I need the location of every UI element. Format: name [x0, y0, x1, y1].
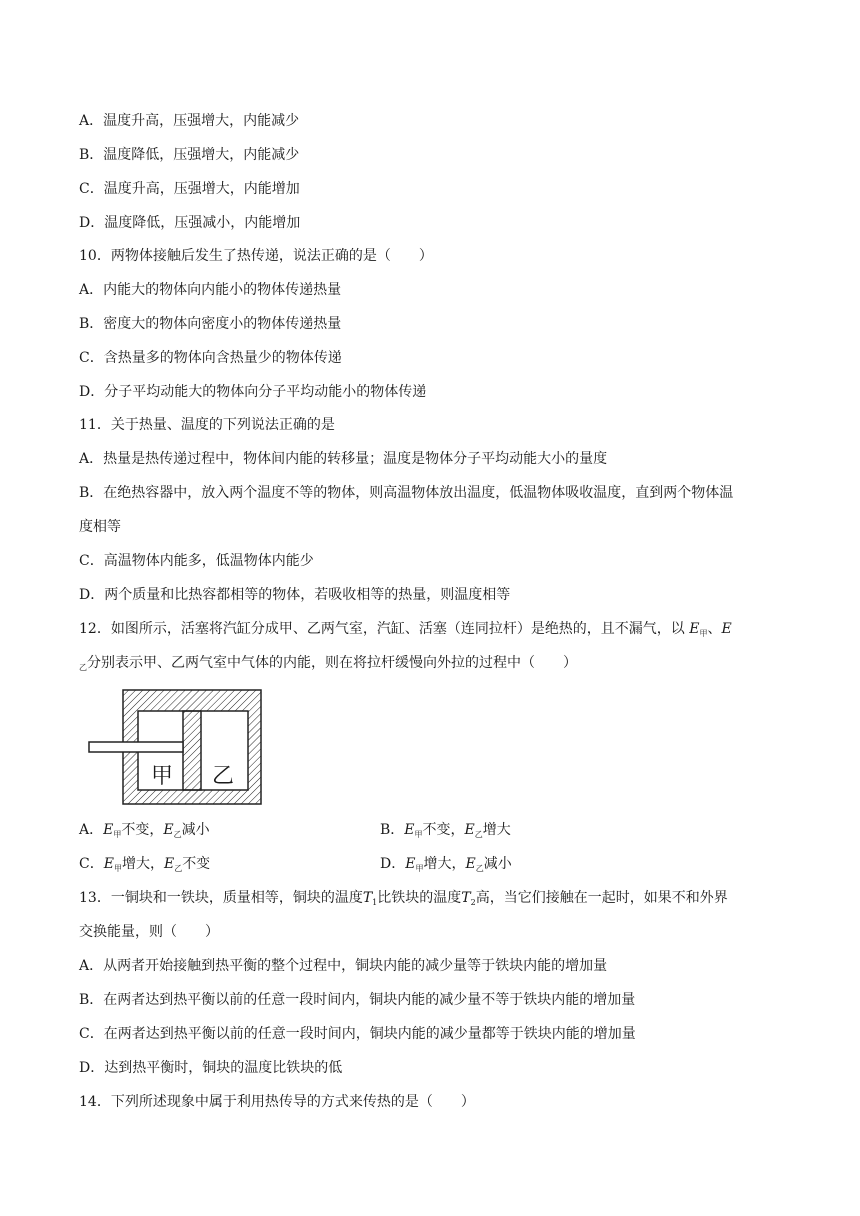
q11-option-b-line2: 度相等 [79, 519, 121, 535]
cylinder-piston-figure [88, 688, 268, 806]
piston [183, 711, 201, 790]
q11-option-a: A．热量是热传递过程中，物体间内能的转移量；温度是物体分子平均动能大小的量度 [79, 451, 608, 467]
q11-option-d: D．两个质量和比热容都相等的物体，若吸收相等的热量，则温度相等 [79, 587, 511, 603]
subscript-yi: 乙 [79, 663, 87, 672]
q12-stem-line1 [79, 619, 732, 644]
q9-option-c: C．温度升高，压强增大，内能增加 [79, 181, 300, 197]
q13-stem-line2: 交换能量，则（ ） [79, 924, 219, 940]
energy-symbol: E [721, 621, 732, 637]
label-yi: 乙 [212, 763, 235, 788]
pull-rod [89, 742, 183, 752]
q9-option-a: A．温度升高，压强增大，内能减少 [79, 113, 300, 129]
q13-option-d: D．达到热平衡时，铜块的温度比铁块的低 [79, 1060, 343, 1076]
separator: 、 [707, 621, 722, 637]
q12-stem-line2 [79, 653, 577, 678]
q12-option-a: A．$E_甲$不变，$E_乙$减小 [79, 822, 210, 839]
q10-option-c: C．含热量多的物体向含热量少的物体传递 [79, 350, 342, 366]
q11-option-c: C．高温物体内能多，低温物体内能少 [79, 553, 314, 569]
q11-stem: 11．关于热量、温度的下列说法正确的是 [79, 417, 335, 433]
label-jia: 甲 [151, 763, 174, 788]
q12-stem-text: 分别表示甲、乙两气室中气体的内能，则在将拉杆缓慢向外拉的过程中（ ） [87, 655, 577, 671]
q14-stem: 14．下列所述现象中属于利用热传导的方式来传热的是（ ） [79, 1094, 475, 1110]
energy-symbol: E [689, 621, 700, 637]
q10-option-b: B．密度大的物体向密度小的物体传递热量 [79, 316, 342, 332]
q9-option-b: B．温度降低，压强增大，内能减少 [79, 147, 300, 163]
q12-option-c: C．$E_甲$增大，$E_乙$不变 [79, 856, 211, 873]
q13-option-a: A．从两者开始接触到热平衡的整个过程中，铜块内能的减少量等于铁块内能的增加量 [79, 958, 608, 974]
q10-option-d: D．分子平均动能大的物体向分子平均动能小的物体传递 [79, 384, 427, 400]
q13-option-c: C．在两者达到热平衡以前的任意一段时间内，铜块内能的减少量都等于铁块内能的增加量 [79, 1026, 636, 1042]
q12-stem-text: 12．如图所示，活塞将汽缸分成甲、乙两气室，汽缸、活塞（连同拉杆）是绝热的，且不漏气，以 [79, 621, 685, 637]
q11-option-b-line1: B．在绝热容器中，放入两个温度不等的物体，则高温物体放出温度，低温物体吸收温度，直到两个物体温 [79, 485, 734, 501]
q9-option-d: D．温度降低，压强减小，内能增加 [79, 215, 301, 231]
q12-option-b: B．$E_甲$不变，$E_乙$增大 [380, 822, 511, 839]
q13-stem-line1: 13．一铜块和一铁块，质量相等，铜块的温度$T_1$比铁块的温度$T_2$高，当它们接触在一起时，如果不和外界 [79, 890, 728, 907]
q12-option-d: D．$E_甲$增大，$E_乙$减小 [380, 856, 512, 873]
q10-option-a: A．内能大的物体向内能小的物体传递热量 [79, 282, 342, 298]
q13-option-b: B．在两者达到热平衡以前的任意一段时间内，铜块内能的减少量不等于铁块内能的增加量 [79, 992, 636, 1008]
subscript-jia: 甲 [699, 629, 708, 638]
q10-stem: 10．两物体接触后发生了热传递，说法正确的是（ ） [79, 248, 433, 264]
